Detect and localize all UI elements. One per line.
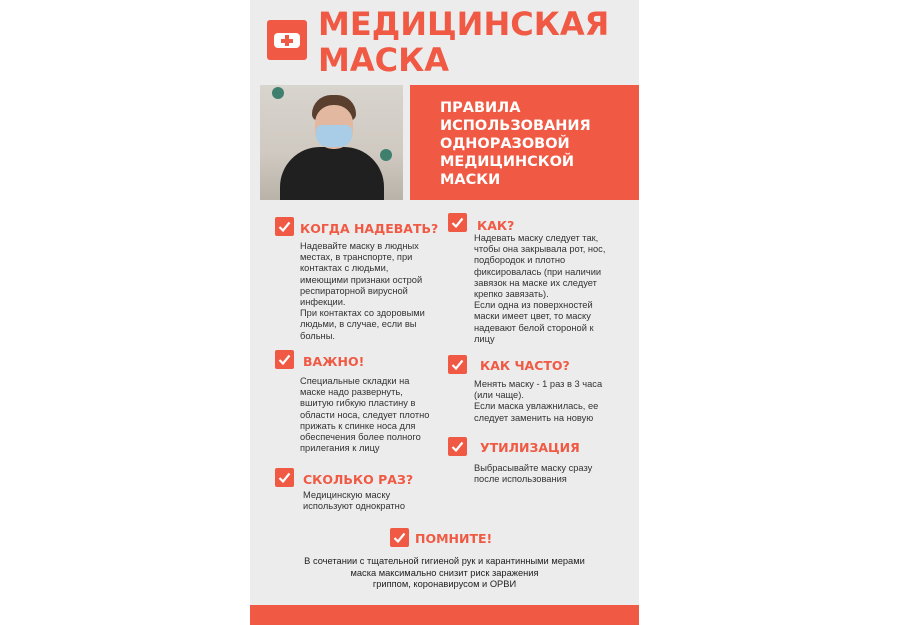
section-title-remember: ПОМНИТЕ! (415, 531, 493, 546)
section-body-disposal: Выбрасывайте маску сразу после использования (474, 463, 593, 485)
photo-man-in-mask (260, 85, 403, 200)
title-line-2: МАСКА (318, 41, 450, 79)
bottom-bar (250, 605, 639, 625)
checkmark-icon (275, 468, 294, 487)
page-title (318, 6, 638, 78)
poster (250, 0, 639, 625)
section-title-disposal: УТИЛИЗАЦИЯ (480, 440, 580, 455)
virus-icon (272, 87, 284, 99)
checkmark-icon (448, 437, 467, 456)
medical-mask-icon (267, 20, 307, 60)
checkmark-icon (448, 355, 467, 374)
checkmark-icon (275, 350, 294, 369)
section-body-how-often: Менять маску - 1 раз в 3 часа (или чаще). Если маска увлажнилась, ее следует заменить на новую (474, 379, 603, 423)
remember-text: В сочетании с тщательной гигиеной рук и карантинными мерами маска максимально снизит риск заражения гриппом, коронавирусом и ОРВИ (304, 556, 585, 589)
section-title-when: КОГДА НАДЕВАТЬ? (300, 221, 439, 236)
checkmark-icon (390, 528, 409, 547)
checkmark-icon (448, 213, 467, 232)
section-body-when: Надевайте маску в людных местах, в транспорте, при контактах с людьми, имеющими признаки острой респираторной вирусной инфекции. При контактах со здоровыми людьми, в случае, если вы больны. (300, 241, 425, 341)
section-title-how: КАК? (477, 218, 515, 233)
banner-title: ПРАВИЛА ИСПОЛЬЗОВАНИЯ ОДНОРАЗОВОЙ МЕДИЦИНСКОЙ МАСКИ (440, 100, 591, 188)
virus-icon (380, 149, 392, 161)
title-line-1: МЕДИЦИНСКАЯ (318, 5, 610, 43)
checkmark-icon (275, 217, 294, 236)
section-title-how-often: КАК ЧАСТО? (480, 358, 570, 373)
section-body-how-many: Медицинскую маску используют однократно (303, 490, 405, 512)
section-title-how-many: СКОЛЬКО РАЗ? (303, 472, 414, 487)
section-title-important: ВАЖНО! (303, 354, 365, 369)
section-body-important: Специальные складки на маске надо развернуть, вшитую гибкую пластину в области носа, следует плотно прижать к спинке носа для обеспечения более полного прилегания к лицу (300, 376, 430, 454)
section-body-how: Надевать маску следует так, чтобы она закрывала рот, нос, подбородок и плотно фиксировалась (при наличии завязок на маске их следует крепко завязать). Если одна из поверхностей маски имеет цвет, то маску надевают белой стороной к лицу (474, 233, 606, 344)
rules-banner (410, 85, 639, 200)
